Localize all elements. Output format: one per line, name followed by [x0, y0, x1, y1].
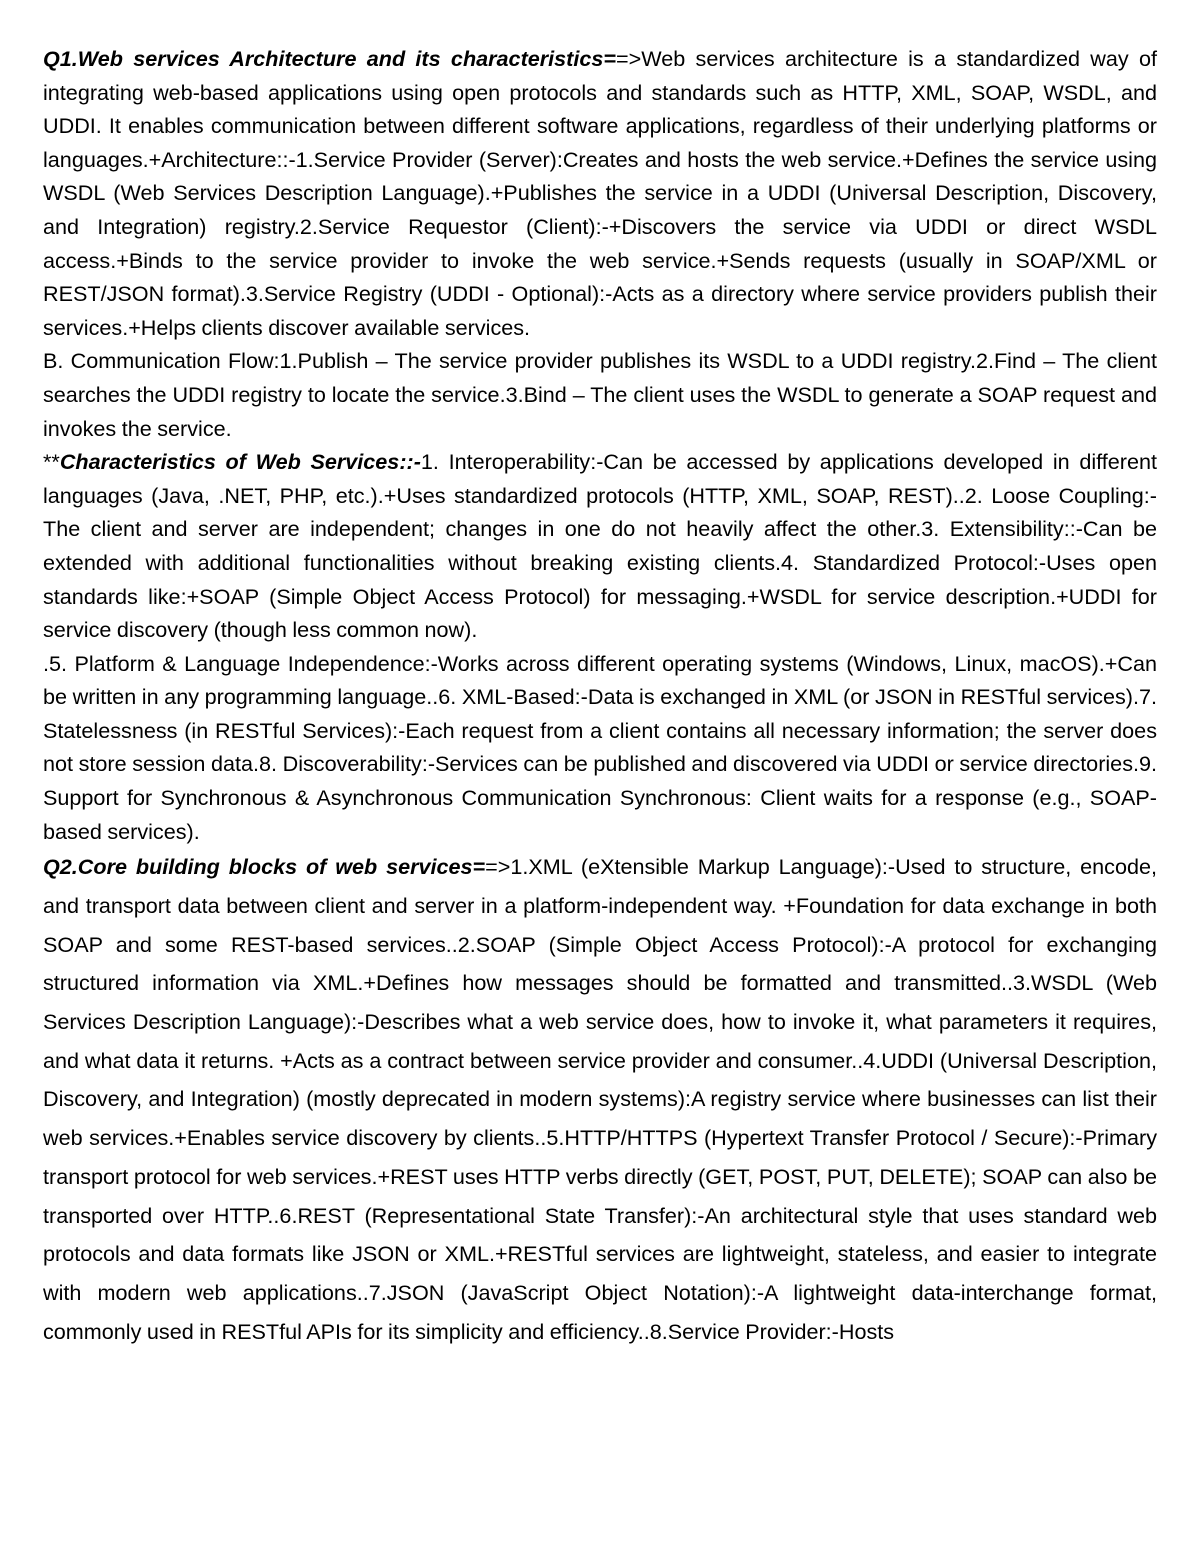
document-page: [43, 42, 1157, 1351]
characteristics-heading: Characteristics of Web Services::-: [59, 449, 421, 475]
characteristics-continued-paragraph: [43, 647, 1157, 849]
q1-intro-text: =>Web services architecture is a standardized way of integrating web-based applications using open protocols and standards such as HTTP, XML, SOAP, WSDL, and UDDI. It enables communication between different software applications, regardless of their underlying platforms or languages.+Architecture::-1.Service Provider (Server):Creates and hosts the web service.+Defines the service using WSDL (Web Services Description Language).+Publishes the service in a UDDI (Universal Description, Discovery, and Integration) registry.2.Service Requestor (Client):-+Discovers the service via UDDI or direct WSDL access.+Binds to the service provider to invoke the web service.+Sends requests (usually in SOAP/XML or REST/JSON format).3.Service Registry (UDDI - Optional):-Acts as a directory where service providers publish their services.+Helps clients discover available services.: [43, 46, 1157, 340]
q2-heading: Q2.Core building blocks of web services=: [43, 854, 486, 880]
characteristics-text: 1. Interoperability:-Can be accessed by applications developed in different languages (Java, .NET, PHP, etc.).+Uses standardized protocols (HTTP, XML, SOAP, REST)..2. Loose Coupling:-The client and server are independent; changes in one do not heavily affect the other.3. Extensibility::-Can be extended with additional functionalities without breaking existing clients.4. Standardized Protocol:-Uses open standards like:+SOAP (Simple Object Access Protocol) for messaging.+WSDL for service description.+UDDI for service discovery (though less common now).: [43, 449, 1157, 643]
characteristics-prefix: **: [43, 449, 60, 475]
q2-body-text: =>1.XML (eXtensible Markup Language):-Used to structure, encode, and transport data between client and server in a platform-independent way. +Foundation for data exchange in both SOAP and some REST-based services..2.SOAP (Simple Object Access Protocol):-A protocol for exchanging structured information via XML.+Defines how messages should be formatted and transmitted..3.WSDL (Web Services Description Language):-Describes what a web service does, how to invoke it, what parameters it requires, and what data it returns. +Acts as a contract between service provider and consumer..4.UDDI (Universal Description, Discovery, and Integration) (mostly deprecated in modern systems):A registry service where businesses can list their web services.+Enables service discovery by clients..5.HTTP/HTTPS (Hypertext Transfer Protocol / Secure):-Primary transport protocol for web services.+REST uses HTTP verbs directly (GET, POST, PUT, DELETE); SOAP can also be transported over HTTP..6.REST (Representational State Transfer):-An architectural style that uses standard web protocols and data formats like JSON or XML.+RESTful services are lightweight, stateless, and easier to integrate with modern web applications..7.JSON (JavaScript Object Notation):-A lightweight data-interchange format, commonly used in RESTful APIs for its simplicity and efficiency..8.Service Provider:-Hosts: [43, 854, 1157, 1344]
q1-heading: Q1.Web services Architecture and its characteristics=: [43, 46, 616, 71]
communication-flow-paragraph: [43, 344, 1157, 445]
characteristics-paragraph: [43, 445, 1157, 647]
q1-paragraph: [43, 42, 1157, 344]
communication-flow-text: B. Communication Flow:1.Publish – The service provider publishes its WSDL to a UDDI registry.2.Find – The client searches the UDDI registry to locate the service.3.Bind – The client uses the WSDL to generate a SOAP request and invokes the service.: [43, 348, 1157, 441]
characteristics-continued-text: .5. Platform & Language Independence:-Works across different operating systems (Windows, Linux, macOS).+Can be written in any programming language..6. XML-Based:-Data is exchanged in XML (or JSON in RESTful services).7. Statelessness (in RESTful Services):-Each request from a client contains all necessary information; the server does not store session data.8. Discoverability:-Services can be published and discovered via UDDI or service directories.9. Support for Synchronous & Asynchronous Communication Synchronous: Client waits for a response (e.g., SOAP-based services).: [43, 650, 1157, 844]
q2-paragraph: [43, 848, 1157, 1351]
